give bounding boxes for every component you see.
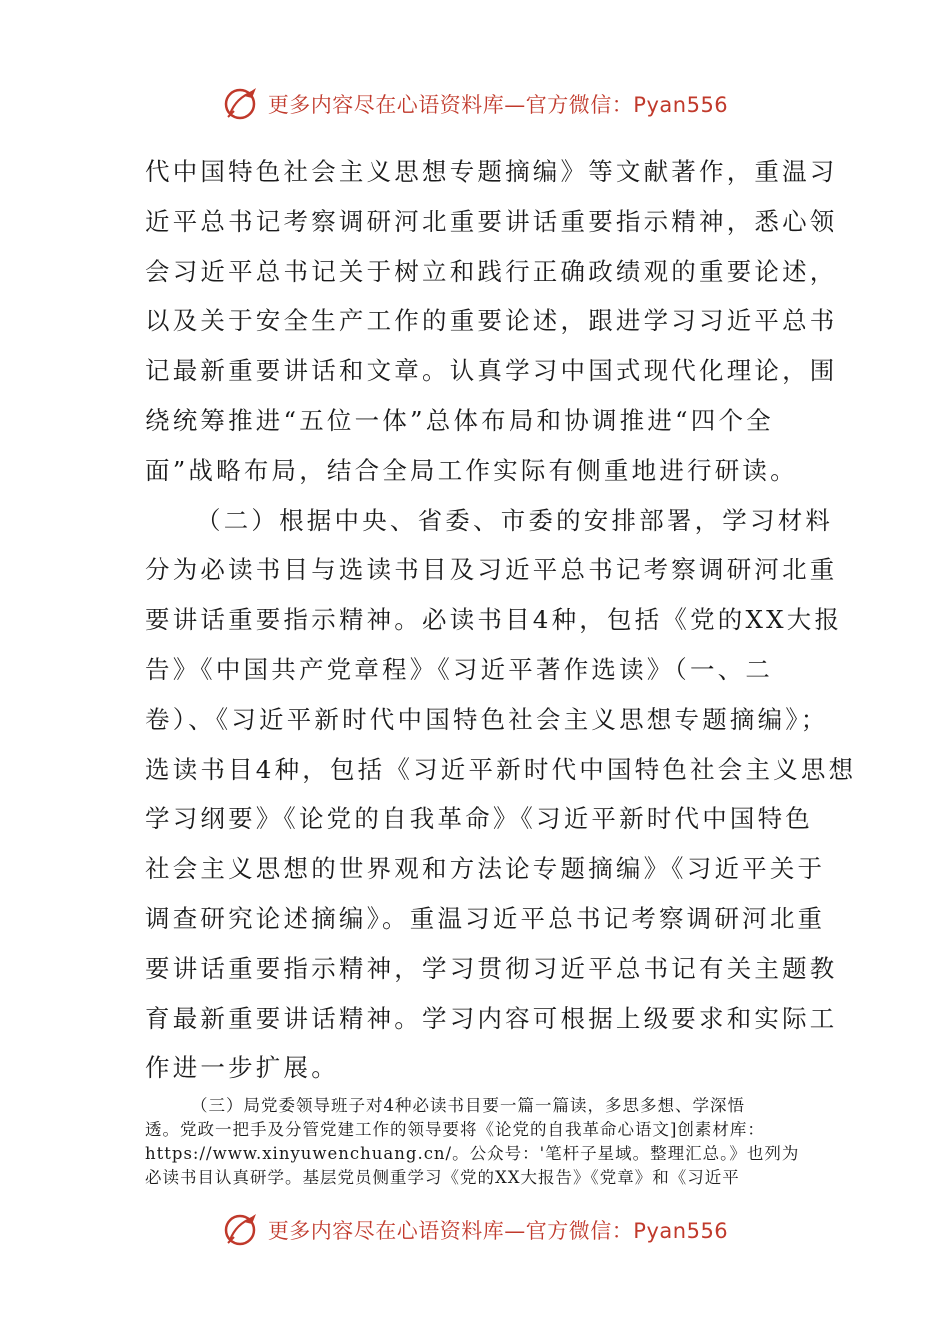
pen-circle-logo-icon	[222, 84, 262, 124]
text-line: 告》《中国共产党章程》《习近平著作选读》（一、二	[145, 654, 774, 684]
text-line: 要讲话重要指示精神，学习贯彻习近平总书记有关主题教	[145, 953, 838, 983]
text-line: 选读书目4种，包括《习近平新时代中国特色社会主义思想	[145, 754, 857, 784]
text-line: （二）根据中央、省委、市委的安排部署，学习材料	[196, 505, 834, 535]
paragraph-2	[145, 496, 857, 1094]
watermark-text: 更多内容尽在心语资料库—官方微信：Pyan556	[267, 1219, 729, 1243]
paragraph-1	[145, 147, 838, 496]
watermark-header	[0, 82, 950, 126]
text-line: 要讲话重要指示精神。必读书目4种，包括《党的XX大报	[145, 605, 843, 635]
text-line: 学习纲要》《论党的自我革命》《习近平新时代中国特色	[145, 804, 813, 834]
text-line: 分为必读书目与选读书目及习近平总书记考察调研河北重	[145, 555, 838, 585]
text-line: 卷）、《习近平新时代中国特色社会主义思想专题摘编》；	[145, 704, 829, 734]
text-line: https://www.xinyuwenchuang.cn/。公众号：'笔杆子星域。整理汇总。》也列为	[145, 1144, 800, 1163]
text-line: 社会主义思想的世界观和方法论专题摘编》《习近平关于	[145, 854, 826, 884]
text-line: 近平总书记考察调研河北重要讲话重要指示精神，悉心领	[145, 206, 838, 236]
pen-circle-logo-icon	[222, 1210, 262, 1250]
paragraph-3-small	[145, 1094, 825, 1190]
text-line: 必读书目认真研学。基层党员侧重学习《党的XX大报告》《党章》和《习近平	[145, 1168, 740, 1187]
text-line: 调查研究论述摘编》。重温习近平总书记考察调研河北重	[145, 903, 826, 933]
text-line: 代中国特色社会主义思想专题摘编》等文献著作，重温习	[145, 157, 838, 186]
text-line: 作进一步扩展。	[145, 1053, 339, 1083]
text-line: 面”战略布局，结合全局工作实际有侧重地进行研读。	[145, 455, 798, 485]
text-line: 会习近平总书记关于树立和践行正确政绩观的重要论述，	[145, 256, 838, 286]
text-line: （三）局党委领导班子对4种必读书目要一篇一篇读，多思多想、学深悟	[191, 1096, 745, 1115]
text-line: 育最新重要讲话精神。学习内容可根据上级要求和实际工	[145, 1003, 838, 1033]
watermark-footer	[0, 1208, 950, 1252]
text-line: 绕统筹推进“五位一体”总体布局和协调推进“四个全	[145, 405, 774, 435]
watermark-text: 更多内容尽在心语资料库—官方微信：Pyan556	[267, 93, 729, 117]
text-line: 透。党政一把手及分管党建工作的领导要将《论党的自我革命心语文]创素材库：	[145, 1120, 765, 1139]
text-line: 以及关于安全生产工作的重要论述，跟进学习习近平总书	[145, 306, 838, 336]
document-body	[145, 147, 857, 1093]
text-line: 记最新重要讲话和文章。认真学习中国式现代化理论，围	[145, 356, 838, 386]
